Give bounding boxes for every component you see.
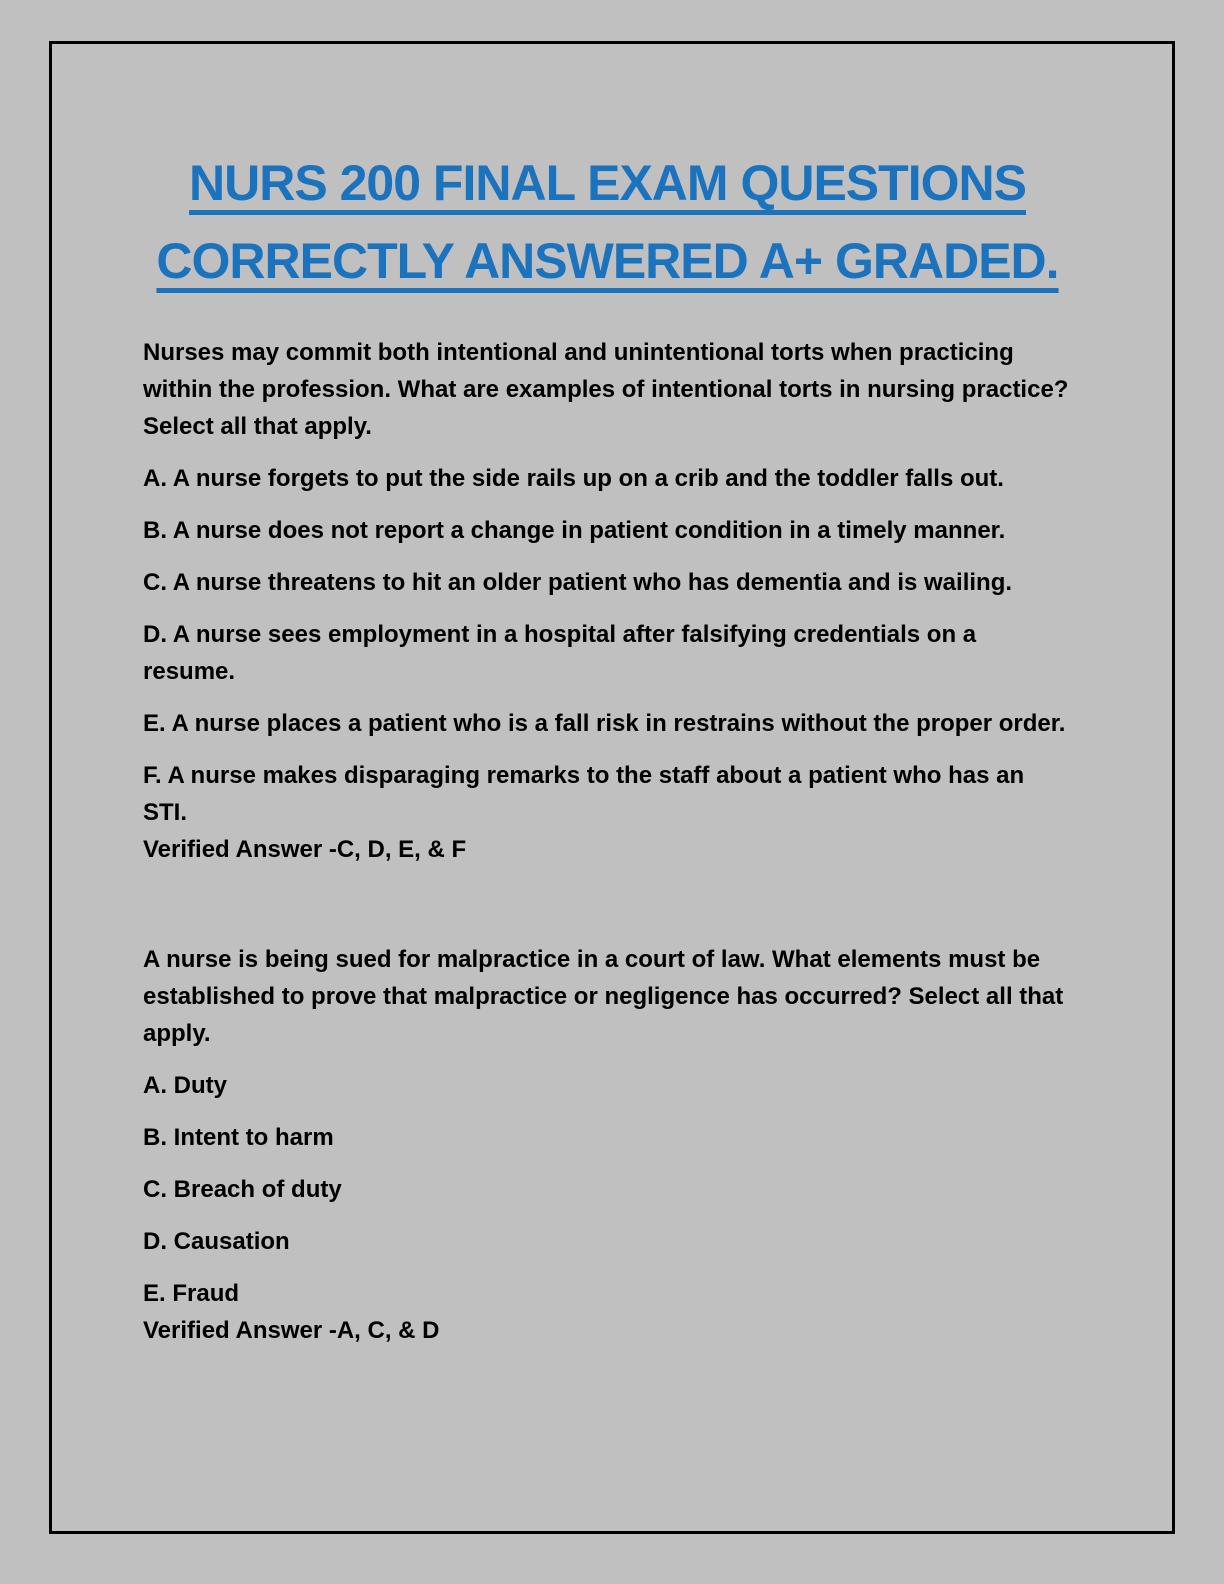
- question-option: A. A nurse forgets to put the side rails up on a crib and the toddler falls out.: [143, 465, 1004, 492]
- page-content: [52, 44, 1172, 1349]
- question-option: E. Fraud: [143, 1280, 240, 1307]
- question-block: [143, 334, 1072, 868]
- question-option: C. A nurse threatens to hit an older patient who has dementia and is wailing.: [143, 569, 1013, 596]
- question-option: D. Causation: [143, 1228, 290, 1255]
- verified-answer: Verified Answer -A, C, & D: [143, 1317, 440, 1344]
- question-option: D. A nurse sees employment in a hospital after falsifying credentials on a resume.: [143, 621, 977, 685]
- page-border-frame: [49, 41, 1175, 1534]
- question-prompt: Nurses may commit both intentional and unintentional torts when practicing within the profession. What are examples of intentional torts in nursing practice? Select all that apply.: [143, 339, 1069, 440]
- questions: [143, 334, 1072, 1349]
- question-option: C. Breach of duty: [143, 1176, 342, 1203]
- question-option: B. Intent to harm: [143, 1124, 334, 1151]
- question-block: [143, 941, 1072, 1349]
- document-title-line1: NURS 200 FINAL EXAM QUESTIONS: [189, 155, 1026, 211]
- document-title-line2: CORRECTLY ANSWERED A+ GRADED.: [156, 233, 1059, 289]
- question-option: A. Duty: [143, 1072, 227, 1099]
- question-option: F. A nurse makes disparaging remarks to the staff about a patient who has an STI.: [143, 762, 1025, 826]
- question-option: B. A nurse does not report a change in patient condition in a timely manner.: [143, 517, 1006, 544]
- verified-answer: Verified Answer -C, D, E, & F: [143, 836, 467, 863]
- document-title: [143, 144, 1072, 300]
- question-option: E. A nurse places a patient who is a fall risk in restrains without the proper order.: [143, 710, 1066, 737]
- question-prompt: A nurse is being sued for malpractice in a court of law. What elements must be established to prove that malpractice or negligence has occurred? Select all that apply.: [143, 946, 1064, 1047]
